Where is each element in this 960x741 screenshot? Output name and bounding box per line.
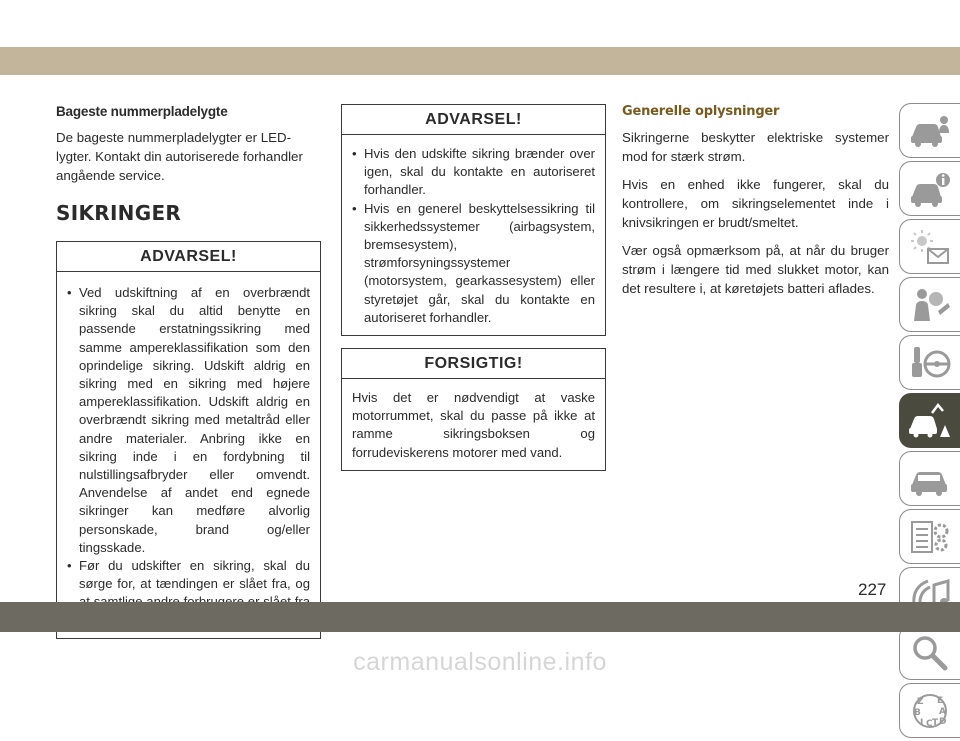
specifications-gears-icon [908,517,952,557]
key-steering-wheel-icon [908,343,952,383]
warning-item: • Før du udskifter en sikring, skal du sørge for, at tændingen er slået fra, og [67,557,310,630]
index-letters-icon [908,691,952,731]
tab-getting-to-know-instrument-panel[interactable] [899,161,960,216]
warning-item: • Ved udskiftning af en overbrændt sikring skal du altid benytte en passende erstatningssikring med samme ampereklassifikation som den oprindelige sikring. Udskift aldrig en sikring med en sikring med højere ampereklassifikation. Udskift aldrig en overbrændt sikring med metaltråd eller andre materialer. Anbring ikke en sikring inde i en fordybning til nulstillingsafbryder eller omvendt. Anvendelse af andet end egnede sikringer kan medføre alvorlig personskade, brand og/eller tingsskade. [67,284,310,557]
chapter-tab-sidebar [899,103,960,741]
warning-list [352,145,595,327]
left-column [56,104,321,639]
warning-box-middle [341,104,606,336]
right-column [622,104,889,307]
warning-title: ADVARSEL! [342,105,605,135]
tab-index[interactable] [899,683,960,738]
info-paragraph: Sikringerne beskytter elektriske systemer mod for stærk strøm. [622,130,889,164]
warning-title: ADVARSEL! [57,242,320,272]
index-letter: Z [917,696,924,707]
caution-box [341,348,606,471]
subheading-license-plate-lamp: Bageste nummerpladelygte [56,104,228,119]
warning-item: • Hvis den udskifte sikring brænder over igen, skal du kontakte en autoriseret forhandler. [352,145,595,200]
info-paragraph: Vær også opmærksom på, at når du bruger strøm i længere tid med slukket motor, kan det resultere i, at køretøjets batteri aflades. [622,243,889,296]
car-info-icon [908,169,952,209]
airbag-person-icon [908,285,952,325]
tab-starting-and-operating[interactable] [899,335,960,390]
caution-text: Hvis det er nødvendigt at vaske motorrummet, skal du passe på ikke at ramme sikringsboksen og forrudeviskerens motorer med vand. [352,390,595,460]
middle-column [341,104,606,471]
subheading-general-info: Generelle oplysninger [622,104,780,119]
license-plate-paragraph: De bageste nummerpladelygter er LED-lygter. Kontakt din autoriserede forhandler angående service. [56,130,303,183]
section-heading-fuses: SIKRINGER [56,201,182,225]
index-letter: B [914,707,921,718]
tab-safety[interactable] [899,277,960,332]
hazard-breakdown-icon [908,401,952,441]
tab-technical-specifications[interactable] [899,509,960,564]
page-number: 227 [858,580,887,599]
caution-title: FORSIGTIG! [342,349,605,379]
car-person-icon [908,111,952,151]
warning-list [67,284,310,630]
index-letter: C [926,718,933,729]
bottom-band [0,602,960,632]
tab-getting-to-know-vehicle[interactable] [899,103,960,158]
index-letter: D [939,716,947,727]
info-paragraph: Hvis en enhed ikke fungerer, skal du kontrollere, om sikringselementet inde i knivsikringen er brudt/smeltet. [622,177,889,230]
index-letter: I [920,717,924,728]
car-service-icon [908,459,952,499]
index-letter: T [932,717,939,728]
tab-warning-lights-messages[interactable] [899,219,960,274]
warning-item: • Hvis en generel beskyttelsessikring til sikkerhedssystemer (airbagsystem, bremsesystem), strømforsyningssystemer (motorsystem, gearkassesystem) eller styretøjet går, skal du kontakte en autoriseret forhandler. [352,200,595,327]
warning-lights-message-icon [908,227,952,267]
index-letter: A [939,706,946,717]
tab-servicing-and-maintenance[interactable] [899,451,960,506]
top-band [0,47,960,75]
warning-box-left [56,241,321,639]
tab-in-case-of-emergency[interactable] [899,393,960,448]
index-letter: E [937,695,944,706]
watermark: carmanualsonline.info [353,648,607,676]
